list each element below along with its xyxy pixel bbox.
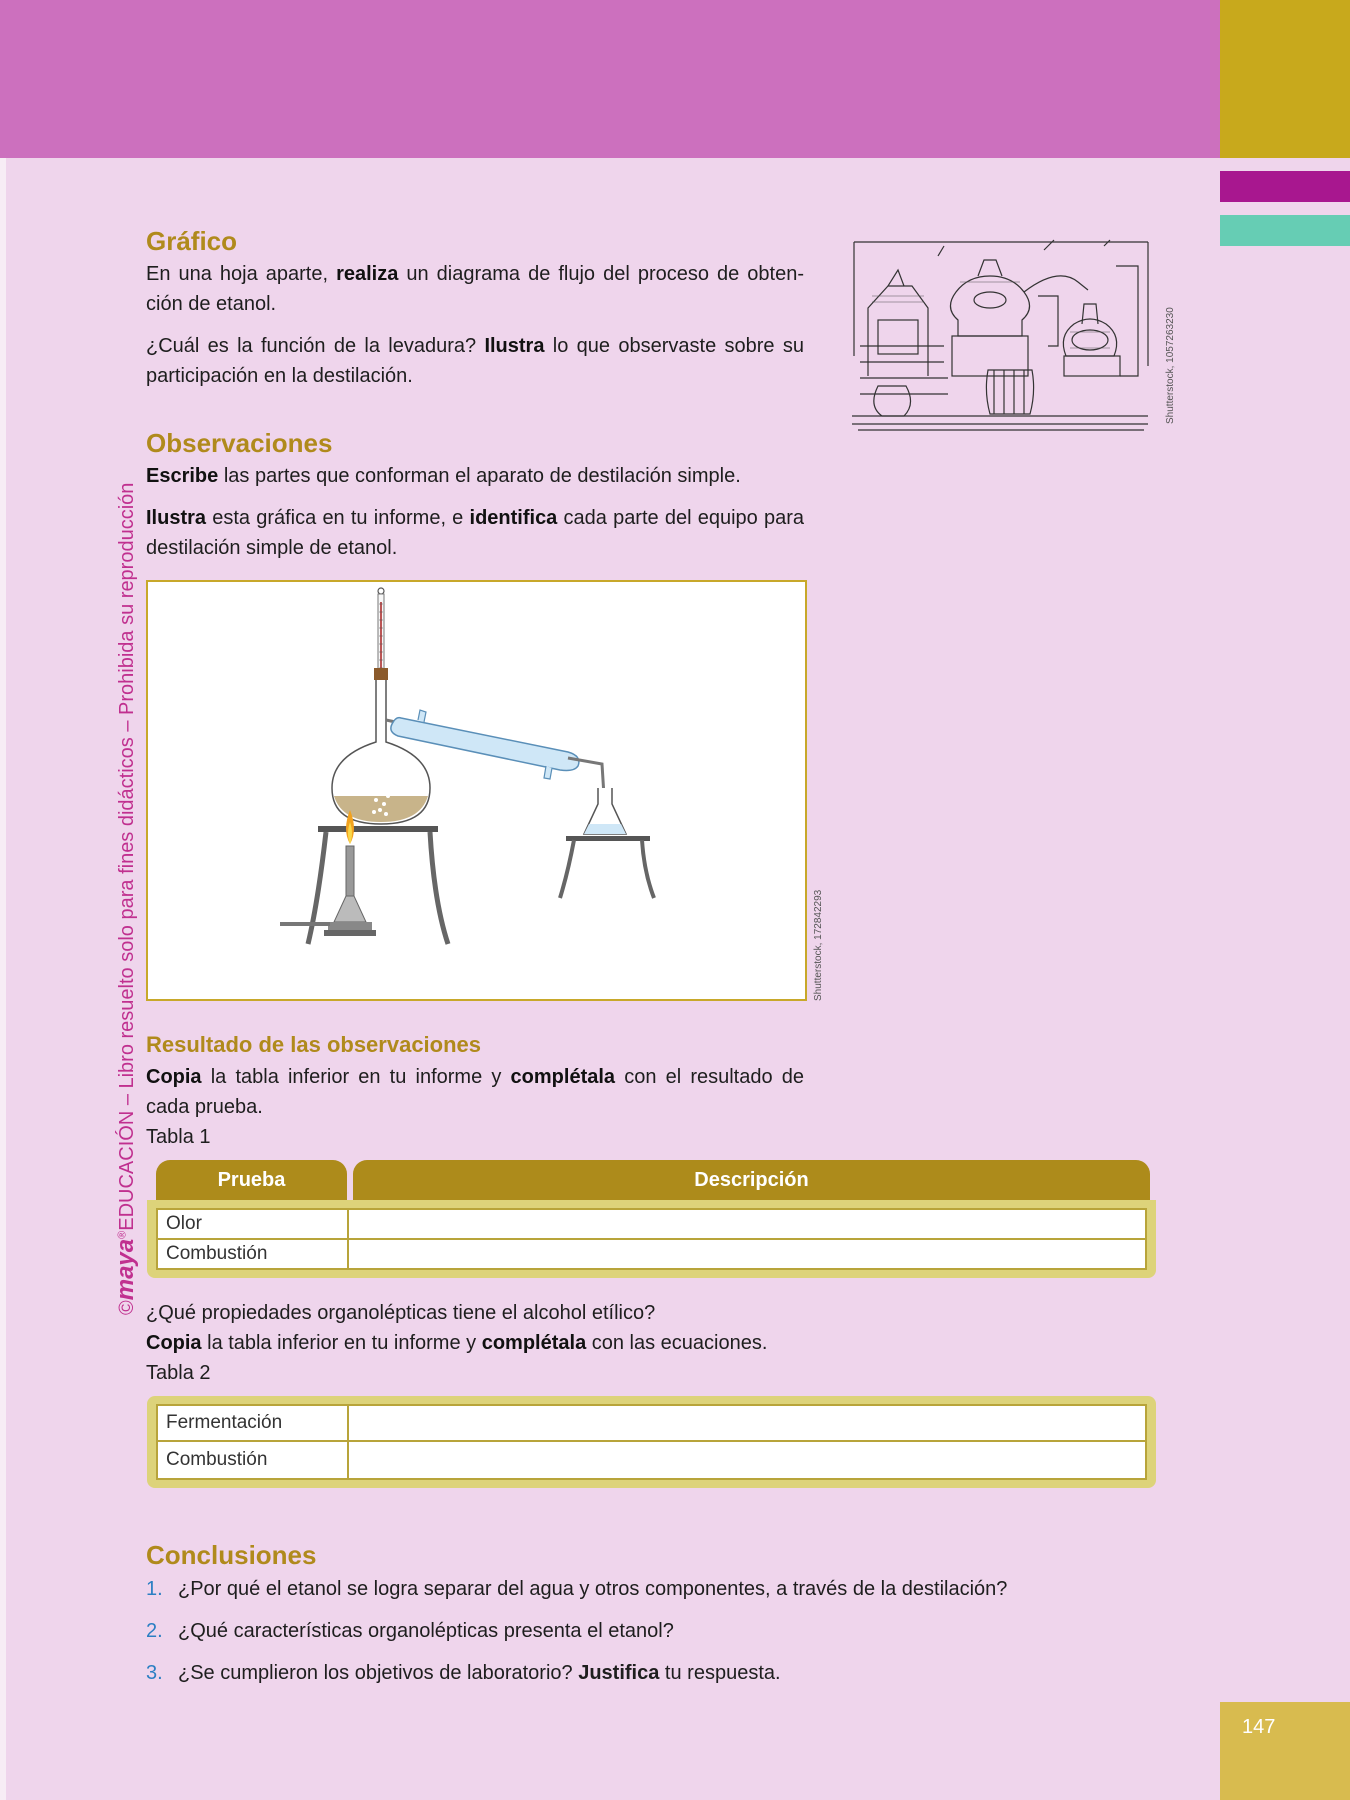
- photo-credit-1: Shutterstock, 1057263230: [1165, 307, 1176, 424]
- table1-header-prueba: Prueba: [156, 1160, 347, 1200]
- page-edge: [0, 158, 6, 1800]
- brand-logo-text: maya: [112, 1238, 139, 1301]
- table1-cell-descripcion[interactable]: [349, 1240, 1145, 1268]
- section-tab-teal: [1220, 215, 1350, 246]
- heading-grafico: Gráfico: [146, 226, 238, 256]
- round-flask-icon: [332, 680, 430, 824]
- grafico-paragraph-2: ¿Cuál es la función de la levadura? Ilustra lo que observaste sobre su participación en la destilación.: [146, 335, 804, 387]
- grafico-paragraph-1: En una hoja aparte, realiza un diagrama de flujo del proceso de obten-ción de etanol.: [146, 263, 805, 315]
- resultado-paragraph-1: Copia la tabla inferior en tu informe y complétala con el resultado de cada prueba.: [146, 1066, 805, 1118]
- table2-cell-equation[interactable]: [349, 1406, 1145, 1440]
- registered-mark: ®: [116, 1230, 129, 1239]
- table2-row-label: Fermentación: [158, 1406, 349, 1440]
- organoleptic-question: ¿Qué propiedades organolépticas tiene el alcohol etílico?: [146, 1302, 656, 1324]
- observaciones-paragraph-2: Ilustra esta gráfica en tu informe, e identifica cada parte del equipo para destilación simple de etanol.: [146, 507, 805, 559]
- table2-label: Tabla 2: [146, 1362, 211, 1384]
- table1-header-descripcion: Descripción: [353, 1160, 1150, 1200]
- table-row: [156, 1208, 1147, 1240]
- conclusion-item-1: 1. ¿Por qué el etanol se logra separar del agua y otros componentes, a través de la destilación?: [146, 1578, 1008, 1600]
- table-row: [156, 1404, 1147, 1442]
- heading-conclusiones: Conclusiones: [146, 1540, 317, 1570]
- table1: [147, 1200, 1156, 1278]
- conclusion-item-3: 3. ¿Se cumplieron los objetivos de laboratorio? Justifica tu respuesta.: [146, 1662, 781, 1684]
- table2-cell-equation[interactable]: [349, 1442, 1145, 1478]
- page-number: 147: [1242, 1716, 1276, 1738]
- simple-distillation-apparatus: [148, 582, 805, 999]
- tripod-stand-right-icon: [560, 836, 654, 898]
- erlenmeyer-flask-icon: [584, 788, 626, 834]
- table-row: [156, 1442, 1147, 1480]
- photo-credit-2: Shutterstock, 172842293: [813, 889, 824, 1001]
- table1-row-label: Olor: [158, 1210, 349, 1238]
- table-row: [156, 1240, 1147, 1270]
- resultado-paragraph-2: Copia la tabla inferior en tu informe y complétala con las ecuaciones.: [146, 1332, 768, 1354]
- heading-observaciones: Observaciones: [146, 428, 333, 458]
- header-band: [0, 0, 1220, 158]
- copyright-symbol: ©: [116, 1300, 138, 1315]
- table2-row-label: Combustión: [158, 1442, 349, 1478]
- observaciones-paragraph-1: Escribe las partes que conforman el aparato de destilación simple.: [146, 465, 741, 487]
- table2: [147, 1396, 1156, 1488]
- heading-resultado: Resultado de las observaciones: [146, 1032, 482, 1057]
- header-corner-block: [1220, 0, 1350, 158]
- section-tab-magenta: [1220, 171, 1350, 202]
- distillation-diagram-frame: [146, 580, 807, 1001]
- distillery-illustration: [848, 236, 1154, 432]
- page-number-box: [1220, 1702, 1350, 1800]
- table1-label: Tabla 1: [146, 1126, 211, 1148]
- table1-row-label: Combustión: [158, 1240, 349, 1268]
- table1-cell-descripcion[interactable]: [349, 1210, 1145, 1238]
- copyright-text: EDUCACIÓN – Libro resuelto solo para fines didácticos – Prohibida su reproducción: [116, 482, 138, 1231]
- conclusion-item-2: 2. ¿Qué características organolépticas presenta el etanol?: [146, 1620, 674, 1642]
- copyright-notice: [112, 483, 140, 1315]
